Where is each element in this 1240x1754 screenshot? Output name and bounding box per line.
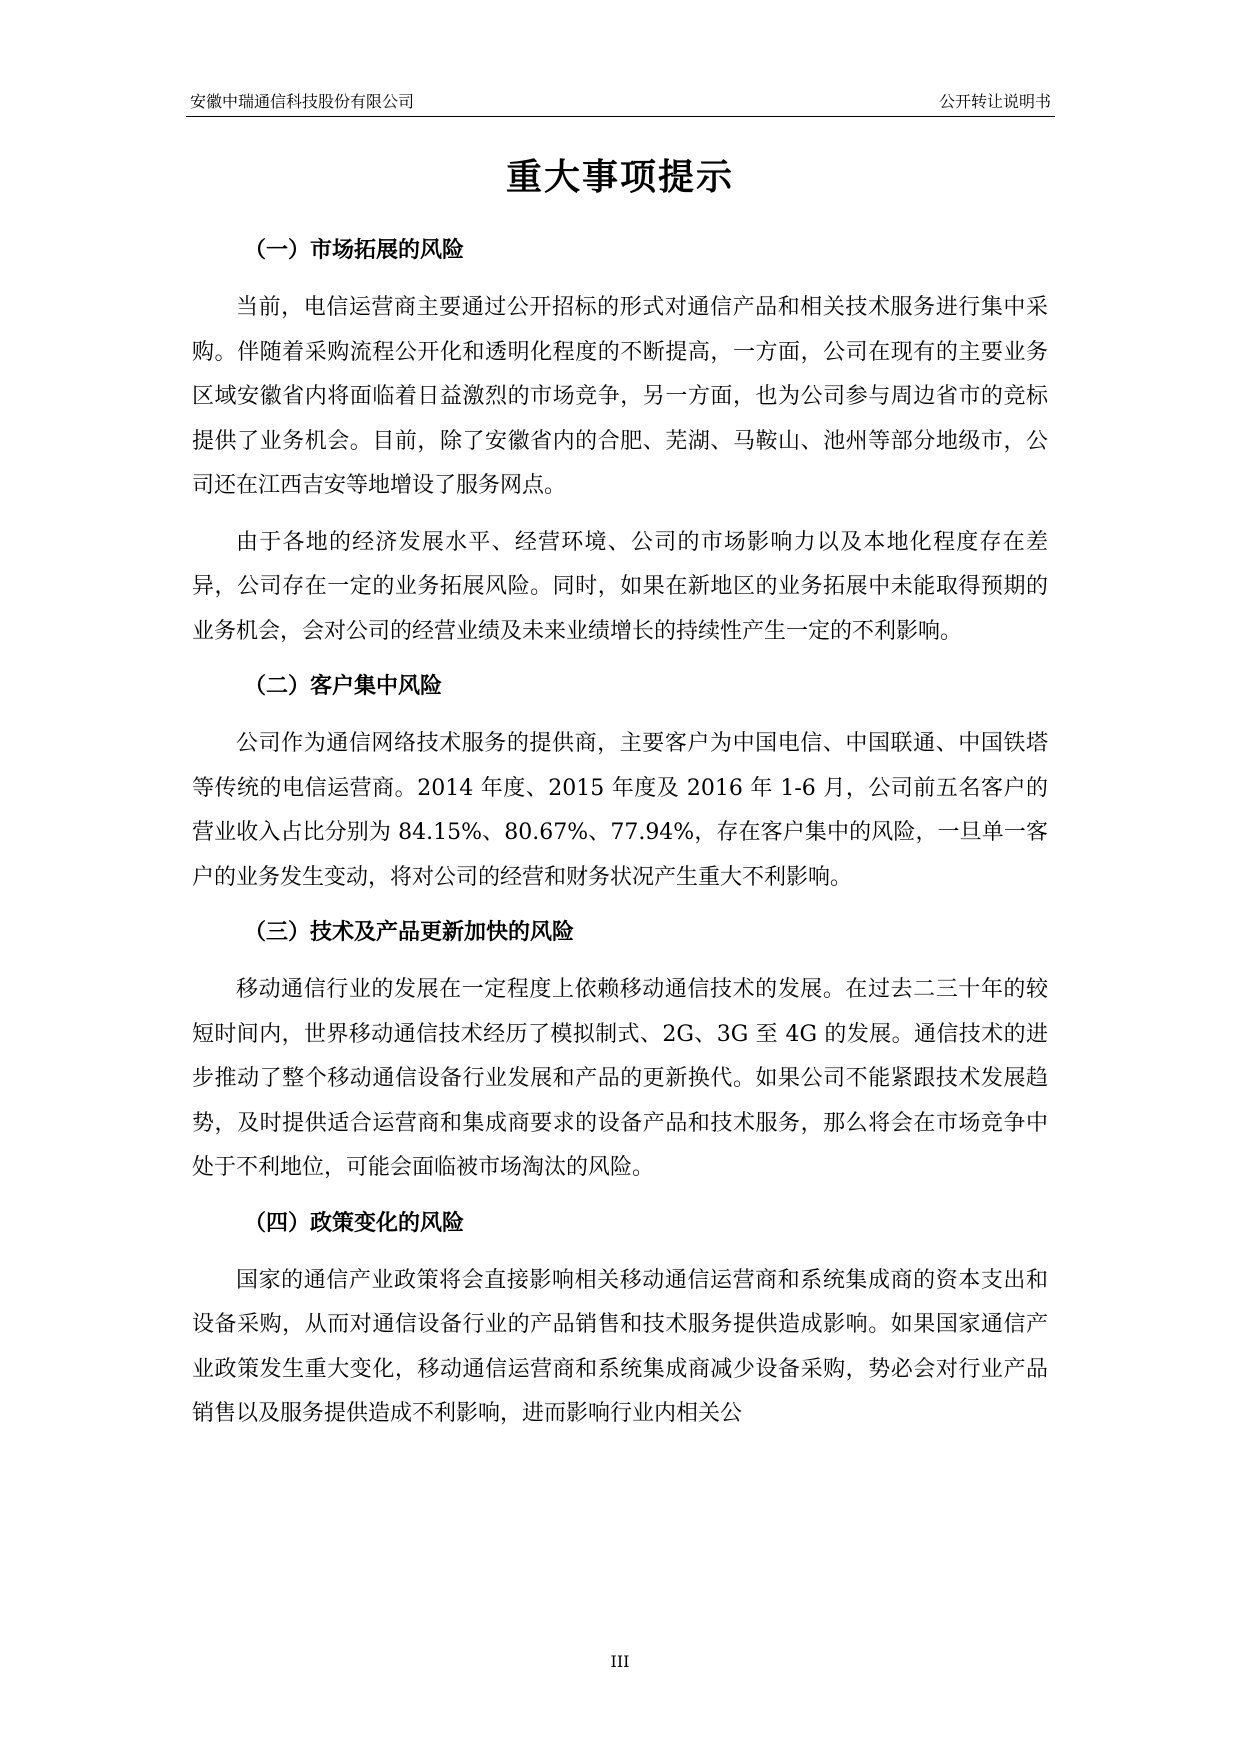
- section-heading: （一）市场拓展的风险: [244, 237, 465, 263]
- section-policy-change-risk: [192, 1203, 1048, 1437]
- section-heading: （二）客户集中风险: [244, 673, 443, 699]
- section-heading: （四）政策变化的风险: [244, 1209, 465, 1236]
- paragraph: 由于各地的经济发展水平、经营环境、公司的市场影响力以及本地化程度存在差异，公司存在一定的业务拓展风险。同时，如果在新地区的业务拓展中未能取得预期的业务机会，会对公司的经营业绩及未来业绩增长的持续性产生一定的不利影响。: [192, 529, 1048, 644]
- paragraph: 移动通信行业的发展在一定程度上依赖移动通信技术的发展。在过去二三十年的较短时间内，世界移动通信技术经历了模拟制式、2G、3G 至 4G 的发展。通信技术的进步推动了整个移动通信设备行业发展和产品的更新换代。如果公司不能紧跟技术发展趋势，及时提供适合运营商和集成商要求的设备产品和技术服务，那么将会在市场竞争中处于不利地位，可能会面临被市场淘汰的风险。: [192, 977, 1048, 1180]
- header-company-name: 安徽中瑞通信科技股份有限公司: [190, 92, 415, 111]
- page-header: [186, 88, 1055, 117]
- paragraph: 公司作为通信网络技术服务的提供商，主要客户为中国电信、中国联通、中国铁塔等传统的电信运营商。2014 年度、2015 年度及 2016 年 1-6 月，公司前五名客户的营业收入占比分别为 84.15%、80.67%、77.94%，存在客户集中的风险，一旦单一客户的业务发生变动，将对公司的经营和财务状况产生重大不利影响。: [192, 731, 1048, 890]
- header-document-type: 公开转让说明书: [938, 92, 1051, 111]
- paragraph: 国家的通信产业政策将会直接影响相关移动通信运营商和系统集成商的资本支出和设备采购，从而对通信设备行业的产品销售和技术服务提供造成影响。如果国家通信产业政策发生重大变化，移动通信运营商和系统集成商减少设备采购，势必会对行业产品销售以及服务提供造成不利影响，进而影响行业内相关公: [192, 1267, 1048, 1426]
- section-heading: （三）技术及产品更新加快的风险: [244, 919, 575, 945]
- document-body: [192, 230, 1048, 1449]
- section-technology-update-risk: [192, 912, 1048, 1191]
- page-title: 重大事项提示: [505, 156, 734, 198]
- section-market-expansion-risk: [192, 230, 1048, 654]
- section-customer-concentration-risk: [192, 666, 1048, 900]
- paragraph: 当前，电信运营商主要通过公开招标的形式对通信产品和相关技术服务进行集中采购。伴随着采购流程公开化和透明化程度的不断提高，一方面，公司在现有的主要业务区域安徽省内将面临着日益激烈的市场竞争，另一方面，也为公司参与周边省市的竞标提供了业务机会。目前，除了安徽省内的合肥、芜湖、马鞍山、池州等部分地级市，公司还在江西吉安等地增设了服务网点。: [192, 295, 1048, 498]
- page-number: III: [610, 1652, 630, 1671]
